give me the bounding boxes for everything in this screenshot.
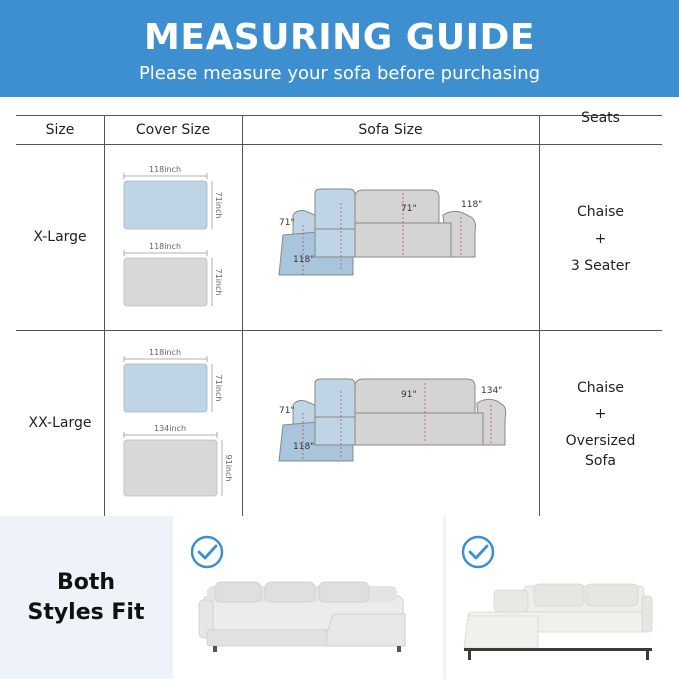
col-header-seats: Seats — [581, 110, 620, 126]
cover-height-label: 71inch — [214, 191, 223, 219]
col-header-size: Size — [45, 122, 75, 138]
header-banner — [0, 0, 679, 97]
style-panel-right — [446, 516, 679, 679]
cover-diagram-xxlarge — [104, 331, 242, 516]
sofa-label-main: 134" — [481, 386, 503, 396]
check-icon — [192, 537, 222, 567]
sofa-label-back: 71" — [401, 204, 417, 214]
sofa-label-chaise-arm: 71" — [279, 218, 295, 228]
sofa-photo-right — [464, 584, 652, 660]
check-icon — [463, 537, 493, 567]
col-header-sofa-size: Sofa Size — [358, 122, 423, 138]
cover-width-label: 134inch — [153, 424, 187, 433]
page-title: MEASURING GUIDE — [144, 17, 535, 58]
heading-line: Both — [56, 569, 116, 595]
cover-width-label: 118inch — [148, 242, 182, 251]
sofa-diagram-xxlarge — [243, 331, 539, 516]
row-size-xxlarge: XX-Large — [28, 415, 92, 431]
seats-line: + — [594, 231, 607, 247]
seats-line: Chaise — [576, 204, 625, 220]
seats-line: 3 Seater — [570, 258, 631, 274]
sofa-label-chaise-length: 118" — [293, 442, 315, 452]
cover-height-label: 71inch — [214, 268, 223, 296]
cover-top-blue — [124, 348, 223, 412]
cover-width-label: 118inch — [148, 165, 182, 174]
sofa-label-back: 91" — [401, 390, 417, 400]
seats-line: Oversized — [565, 433, 636, 449]
col-header-cover-size: Cover Size — [135, 122, 211, 138]
cover-height-label: 71inch — [214, 374, 223, 402]
heading-line: Styles Fit — [27, 599, 145, 625]
both-styles-heading — [0, 516, 172, 679]
cover-bottom-gray — [124, 242, 223, 306]
style-panel-left — [173, 516, 443, 679]
size-table — [0, 97, 679, 517]
cover-bottom-gray — [124, 424, 233, 496]
page-subtitle: Please measure your sofa before purchasing — [138, 63, 541, 84]
cover-width-label: 118inch — [148, 348, 182, 357]
seats-line: Chaise — [576, 380, 625, 396]
sofa-label-chaise-length: 118" — [293, 255, 315, 265]
row-size-xlarge: X-Large — [33, 229, 87, 245]
cover-top-blue — [124, 165, 223, 229]
seats-line: + — [594, 406, 607, 422]
seats-line: Sofa — [585, 453, 616, 469]
sofa-label-chaise-arm: 71" — [279, 406, 295, 416]
cover-height-label: 91inch — [224, 454, 233, 482]
sofa-photo-left — [199, 582, 405, 652]
sofa-diagram-xlarge — [243, 145, 539, 330]
cover-diagram-xlarge — [104, 145, 242, 330]
sofa-label-main: 118" — [461, 200, 483, 210]
styles-section — [0, 516, 679, 679]
